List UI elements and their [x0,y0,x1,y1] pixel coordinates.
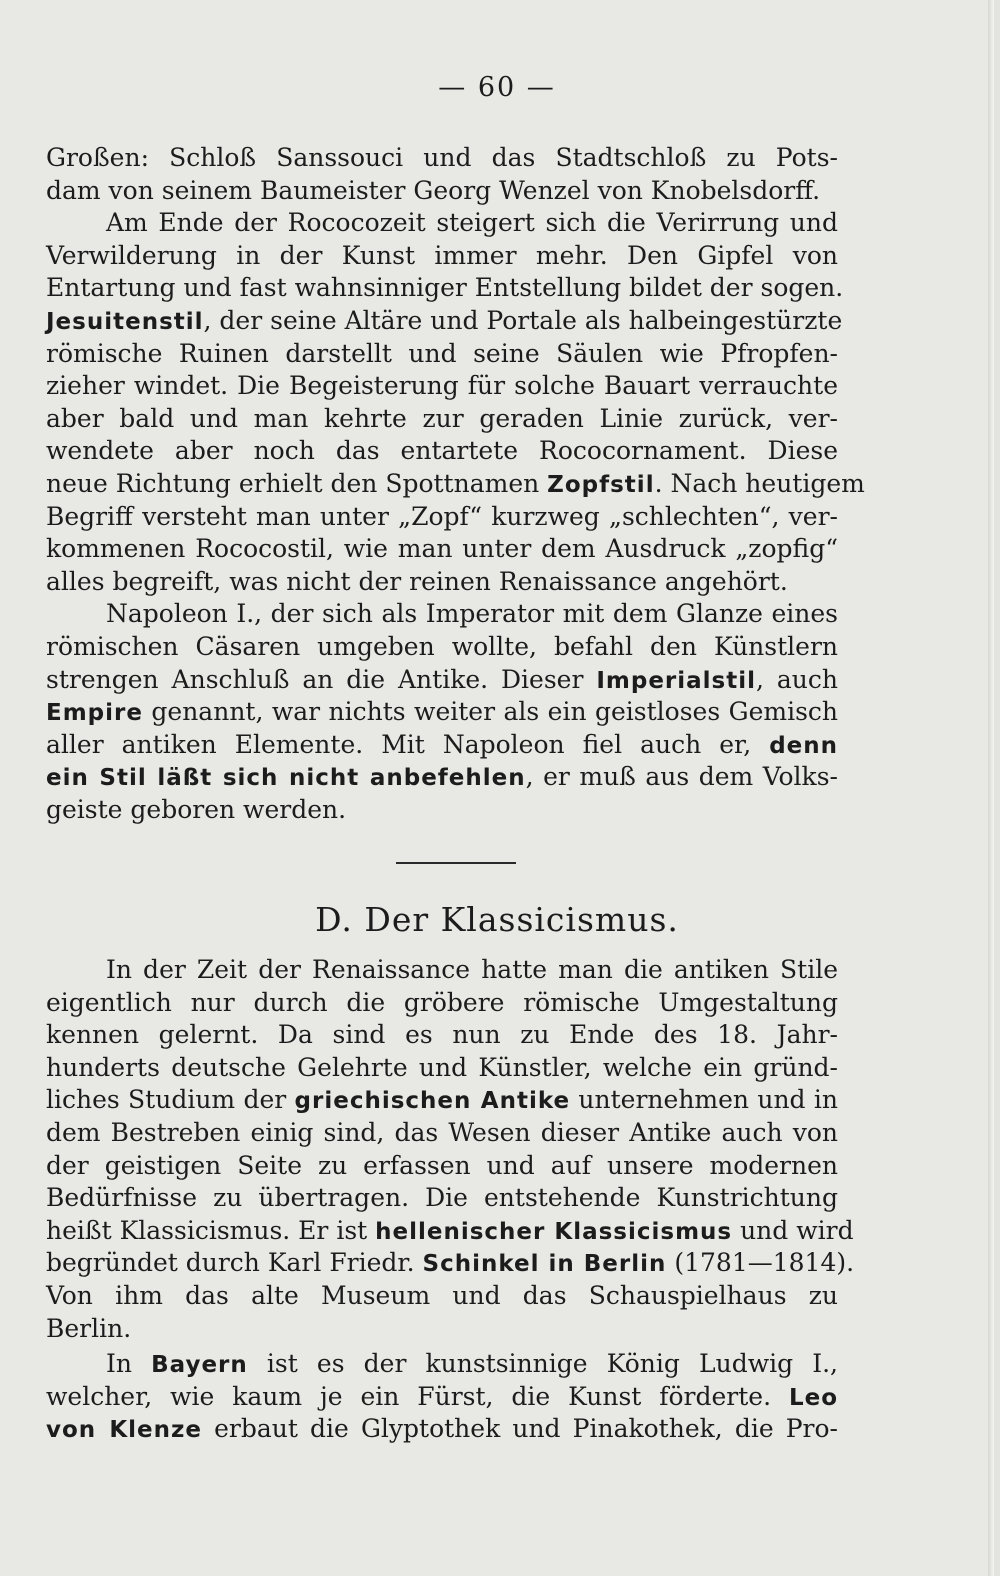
paragraph-block-3 [46,1348,838,1446]
emphasis-term: griechischen Antike [294,1088,571,1115]
text-line: heißt Klassicismus. Er ist hellenischer Klassicismus und wird [46,1215,854,1245]
text-line: wendete aber noch das entartete Rococornament. Diese [46,436,838,466]
text-line: Berlin. [46,1313,132,1343]
emphasis-term: ein Stil läßt sich nicht anbefehlen [46,765,526,792]
text-line: hunderts deutsche Gelehrte und Künstler, welche ein gründ- [46,1052,838,1082]
text-line: Verwilderung in der Kunst immer mehr. Den Gipfel von [46,240,838,270]
text-line: zieher windet. Die Begeisterung für solche Bauart verrauchte [46,371,838,401]
text-line: neue Richtung erhielt den Spottnamen Zopfstil. Nach heutigem [46,468,865,498]
section-divider [396,862,516,864]
page-edge [988,0,994,1576]
emphasis-term: hellenischer Klassicismus [375,1218,733,1245]
text-line: Am Ende der Rococozeit steigert sich die Verirrung und [106,208,838,238]
text-line: geiste geboren werden. [46,794,347,824]
paragraph-block-2 [46,954,855,1345]
text-line: Napoleon I., der sich als Imperator mit dem Glanze eines [106,599,838,629]
text-line: der geistigen Seite zu erfassen und auf unsere modernen [46,1150,838,1180]
emphasis-term: von Klenze [46,1417,203,1444]
emphasis-term: Bayern [151,1352,248,1378]
emphasis-term: Leo [788,1384,838,1411]
emphasis-term: denn [769,732,838,759]
text-line: strengen Anschluß an die Antike. Dieser Imperialstil, auch [46,664,838,694]
text-line: römischen Cäsaren umgeben wollte, befahl den Künstlern [46,631,838,661]
section-heading: D. Der Klassicismus. [315,900,679,939]
text-line: aller antiken Elemente. Mit Napoleon fiel auch er, denn [46,729,838,759]
text-line: Begriff versteht man unter „Zopf“ kurzweg „schlechten“, ver- [46,501,838,531]
emphasis-term: Jesuitenstil [46,308,204,335]
text-line: von Klenze erbaut die Glyptothek und Pinakothek, die Pro- [46,1414,838,1444]
text-line: Bedürfnisse zu übertragen. Die entstehende Kunstrichtung [46,1183,838,1213]
text-line: alles begreift, was nicht der reinen Renaissance angehört. [46,566,788,596]
text-line: Großen: Schloß Sanssouci und das Stadtschloß zu Pots- [46,143,838,172]
text-line: welcher, wie kaum je ein Fürst, die Kunst förderte. Leo [46,1381,838,1411]
emphasis-term: Schinkel in Berlin [422,1251,667,1278]
text-line: eigentlich nur durch die gröbere römische Umgestaltung [46,987,838,1017]
page-number: — 60 — [438,72,556,103]
text-line: Empire genannt, war nichts weiter als ein geistloses Gemisch [46,697,838,727]
text-line: liches Studium der griechischen Antike unternehmen und in [46,1085,838,1115]
text-line: römische Ruinen darstellt und seine Säulen wie Pfropfen- [46,338,838,368]
text-line: Jesuitenstil, der seine Altäre und Portale als halbeingestürzte [46,305,843,335]
paragraph-block-1 [46,142,865,826]
text-line: ein Stil läßt sich nicht anbefehlen, er muß aus dem Volks- [46,762,838,792]
text-line: aber bald und man kehrte zur geraden Linie zurück, ver- [46,403,838,433]
emphasis-term: Zopfstil [547,471,655,498]
text-line: kennen gelernt. Da sind es nun zu Ende des 18. Jahr- [46,1020,838,1050]
text-line: Von ihm das alte Museum und das Schauspielhaus zu [46,1280,838,1310]
text-line: In Bayern ist es der kunstsinnige König Ludwig I., [106,1349,838,1378]
emphasis-term: Empire [46,700,143,727]
emphasis-term: Imperialstil [596,667,757,694]
text-line: In der Zeit der Renaissance hatte man die antiken Stile [106,955,838,984]
text-line: dam von seinem Baumeister Georg Wenzel von Knobelsdorff. [46,175,821,205]
text-line: begründet durch Karl Friedr. Schinkel in Berlin (1781—1814). [46,1248,855,1278]
text-line: kommenen Rococostil, wie man unter dem Ausdruck „zopfig“ [46,534,838,564]
text-line: dem Bestreben einig sind, das Wesen dieser Antike auch von [46,1117,838,1147]
text-line: Entartung und fast wahnsinniger Entstellung bildet der sogen. [46,273,844,303]
